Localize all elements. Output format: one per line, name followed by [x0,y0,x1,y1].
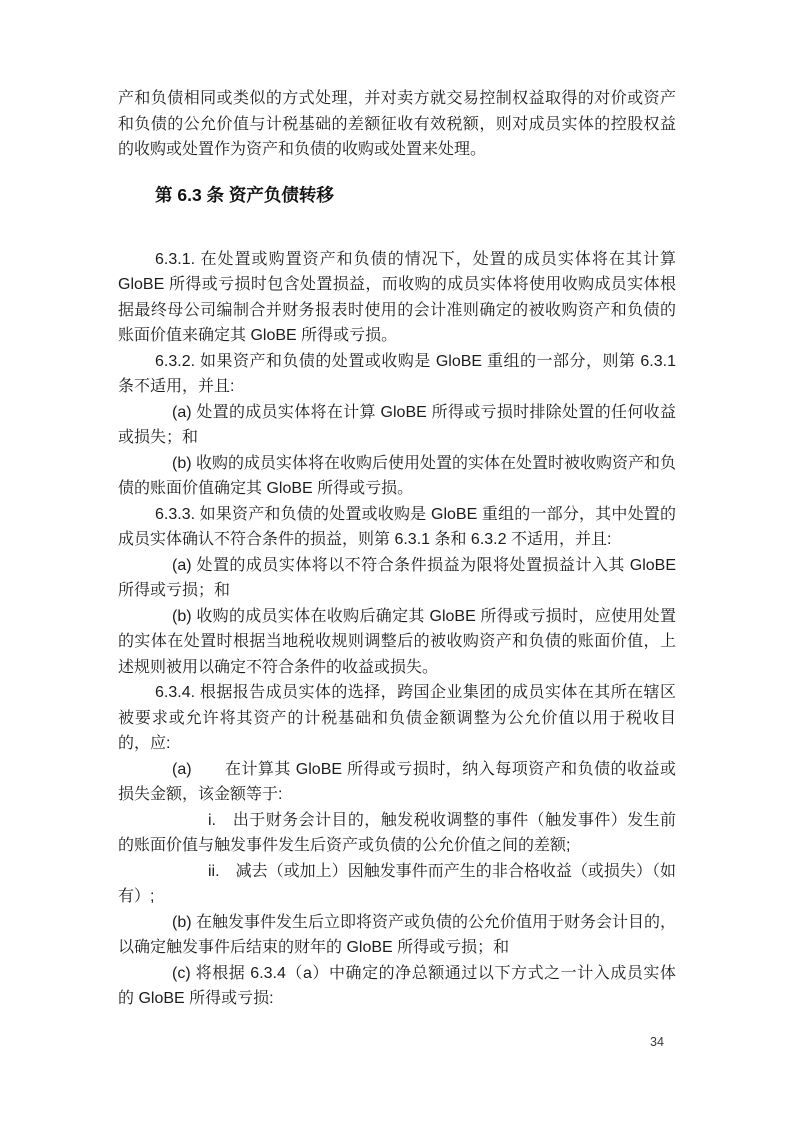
paragraph-6-3-2-b: (b) 收购的成员实体将在收购后使用处置的实体在处置时被收购资产和负债的账面价值确定其 GloBE 所得或亏损。 [118,454,677,497]
paragraph-6-3-4: 6.3.4. 根据报告成员实体的选择，跨国企业集团的成员实体在其所在辖区被要求或允许将其资产的计税基础和负债金额调整为公允价值以用于税收目的，应: [118,684,676,752]
paragraph-6-3-4-c: (c) 将根据 6.3.4（a）中确定的净总额通过以下方式之一计入成员实体的 GloBE 所得或亏损: [118,964,676,1007]
paragraph-6-3-3-b: (b) 收购的成员实体在收购后确定其 GloBE 所得或亏损时，应使用处置的实体在处置时根据当地税收规则调整后的被收购资产和负债的账面价值，上述规则被用以确定不符合条件的收益或损失。 [118,607,676,676]
paragraph-6-3-3: 6.3.3. 如果资产和负债的处置或收购是 GloBE 重组的一部分，其中处置的成员实体确认不符合条件的损益，则第 6.3.1 条和 6.3.2 不适用，并且: [118,505,676,548]
paragraph-6-3-2: 6.3.2. 如果资产和负债的处置或收购是 GloBE 重组的一部分，则第 6.3.1 条不适用，并且: [118,352,676,395]
paragraph-6-3-1: 6.3.1. 在处置或购置资产和负债的情况下，处置的成员实体将在其计算 GloBE 所得或亏损时包含处置损益，而收购的成员实体将使用收购成员实体根据最终母公司编制合并财务报表时使用的会计准则确定的被收购资产和负债的账面价值来确定其 GloBE 所得或亏损。 [118,250,676,344]
paragraph-continuation: 产和负债相同或类似的方式处理，并对卖方就交易控制权益取得的对价或资产和负债的公允价值与计税基础的差额征收有效税额，则对成员实体的控股权益的收购或处置作为资产和负债的收购或处置来处理。 [118,90,676,158]
page-number: 34 [650,1035,664,1049]
article-heading: 第 6.3 条 资产负债转移 [155,184,334,205]
paragraph-6-3-4-a-i: i. 出于财务会计目的，触发税收调整的事件（触发事件）发生前的账面价值与触发事件发生后资产或负债的公允价值之间的差额; [118,811,676,854]
paragraph-6-3-4-a: (a) 在计算其 GloBE 所得或亏损时，纳入每项资产和负债的收益或损失金额，该金额等于: [118,760,676,803]
document-body [118,86,676,1012]
paragraph-6-3-4-a-ii: ii. 减去（或加上）因触发事件而产生的非合格收益（或损失）（如有）; [118,862,676,905]
paragraph-6-3-3-a: (a) 处置的成员实体将以不符合条件损益为限将处置损益计入其 GloBE 所得或亏损；和 [118,556,676,599]
paragraph-6-3-4-b: (b) 在触发事件发生后立即将资产或负债的公允价值用于财务会计目的，以确定触发事件后结束的财年的 GloBE 所得或亏损；和 [118,913,677,956]
paragraph-6-3-2-a: (a) 处置的成员实体将在计算 GloBE 所得或亏损时排除处置的任何收益或损失；和 [118,403,676,446]
